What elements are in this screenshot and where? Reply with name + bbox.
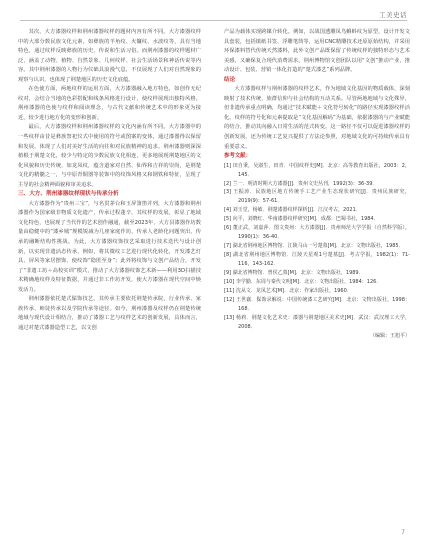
- left-paragraph: 最后，大方漆器纹样和荆州漆器纹样的文化内涵有所不同。大方漆器中的一些纹样由昔是彝族祭祀仪式中使用的符号或图案的变体，通过漆器得以保留和发展，体现了人们对美好生活的向往和对民族精神的追求。荆州漆器则深深植根于荆楚文化，较少与特定的少数民族文化相连，更多地展现荆楚地区的文化风貌和历史传统，如龙凤纹，蕴含道家对自然、仙界和吉祥的崇尚，是荆楚文化的精髓之一，与中原青铜器等装饰中的纹饰风格又和钢铁和特征，呈现了主导的社会精神面貌和审美追求。: [18, 124, 201, 188]
- left-column: [18, 28, 201, 334]
- header-divider: [20, 20, 407, 21]
- reference-item: [10] 李学勤．东周与秦代文明[M]．北京：文物出版社，1984：126．: [224, 279, 382, 285]
- left-paragraph: 在色使方面，两地纹样的运用方面，大方漆器融入地方特色，如创作无纪纹对，会结合当地的色彩搭配和线条风格进行设计，使纹样展现出独特风格。荆州漆器的色使与纹样和阅读理念，与古代文献和传统艺术中的形象更为接近，较少进行地方化的变形和创新。: [18, 86, 201, 121]
- right-paragraph: 产品为载体实现跨媒介转化。例如，以战国透雕凤鸟蝌蚪纹为原型，设计开发文具套装，包括镇纸书签、浮雕笔筒等，运用CNC精雕技术还原原始结构，并采用环保漆料替代传统天然漆料，此外文创产品既保留了传统纹样的独特形态与艺术美感，又确保复合现代消费需求。荆州博物馆文创团队以用“文创”推动产业，推动设计、包装、营销一体化打造的“楚式漆艺”系列品牌。: [224, 29, 410, 74]
- reference-item: [8] 湖北省荆州地区博物馆．江陵天星观1号楚墓[J]．考古学报，1982(1)：71-116，143-162．: [224, 252, 410, 268]
- left-paragraph: 荆州漆器依托楚式髹饰技艺，其传承主要依托荆楚传承院，行业传承、家族传承、师徒传承以及学院传承等途径。如今，荆州漆器及纹样仍在荆楚传统地域与现代设计相结合，推动了漆器工艺与纹样艺术的创新发展，具体而言，通过对楚式漆器造型工艺，以文创: [18, 296, 201, 331]
- reference-item: [1] 田自秉，吴淑生，田青．中国纹样史[M]．北京：高等教育出版社，2003：2，145．: [224, 162, 410, 178]
- reference-item: [7] 湖北省荆州地区博物馆．江陵马山一号楚墓[M]．北京：文物出版社，1985．: [224, 243, 404, 250]
- reference-item: [3] 王振涛．民族地区地方传统手工艺产业生态现状研究[J]．贵州民族研究，2019(9)：57-61．: [224, 189, 410, 205]
- right-paragraph: 大方漆器纹样与荆州漆器的纹样艺术，作为地域文化基因的物质载体，深刻映射了技术传统、族群信仰与社会结构的互动关系。尽管两地地域与文化殊异，但非遗传承重点明确，均通过“技术赋能＋文化符号转化”的路径实现漆器纹样活化。纹样的符号化和元素提取是“文化基因解码”为基础，依据漆器的与产业赋能的结合，推动其向融入日常生活的范式转变。这一路径不仅可以促进漆器纹样的创新发展，还为传统工艺复兴提供了方法论参照，对地域文化的可持续传承具有重要意义。: [224, 86, 410, 150]
- references-heading: 参考文献：: [224, 153, 251, 160]
- right-column: [224, 28, 410, 341]
- reference-item: [13] 杨莉．荆楚文化艺术史：漆器与荆楚地区美术史[M]．武汉：武汉理工大学，2008．: [224, 314, 410, 330]
- left-paragraph: 大方漆器作为“贵州三宝”，与名贯茅台和玉屏箫笛并列，大方漆器和荆州漆器作为国家级非物质文化遗产，传承过程蓬辛，其纹样的发展，彰显了地域文化特色，也展现了当代作的艺术创作融通，截至2023年，大方县漆器作坊数量由稳健中的“漆乡城”规模锐减为几座家庭作坊，传承人老龄化问题突出，传承的融断结构性挑战。为此，大方漆器纹饰技艺采取进行技术迭代与设计创新，以实现非遗活态传承，例如，将其微纹工艺进行现代化转化，开发漆艺灯具、屏风等家居摆饰，使纹饰“隐匿至身”；此外将纹饰与文创产品结合，开发了“非遗工坊＋高校实训”模式，推动了大方漆器纹饰艺术新——利用3D扫描技术精确地纹样及特征数据，并通过非工作坊开发，使大方漆器在现代空间中焕发活力。: [18, 200, 201, 293]
- references-list: [224, 162, 410, 332]
- section-header-label: 工美史话: [379, 11, 407, 19]
- section-heading: 三、大方、荆州漆器纹样现状与传承分析: [18, 191, 119, 198]
- reference-item: [5] 向平，刘晓红．华南漆器纹样研究[M]．成都：巴蜀书社，1984．: [224, 216, 379, 223]
- conclusion-heading: 结论: [224, 76, 236, 83]
- left-paragraph: 其次，大方漆器纹样和荆州漆器纹样的题材内容有所不同。大方漆器纹样中的大部分数民族文化元素，如彝族的羊角纹、火镰纹、水波纹等，具有当地特色，通过纹样反映彝族的历史、传说和生活习俗。而荆州漆器的纹样题材广泛，涵盖了动物、植物、自然景象、几何纹样、社会生活场景和神话传说等内容。其中荆州漆器的人物行为仪础具浪漫气息，不仅展现了人们对自然现象的观察与认识，也体现了荆楚地区的历史文化底蕴。: [18, 29, 201, 83]
- reference-item: [4] 刘玉堂，杨敏．荆楚漆器纹样探析[J]．江汉考古，2021．: [224, 207, 361, 214]
- reference-item: [2] 兰一．明清时期大方漆器[J]．贵州文史丛刊，1992(3)：36-39．: [224, 180, 378, 187]
- reference-item: [12] 王世襄．髹饰录解说：中国传统漆工艺研究[M]．北京：文物出版社，1998：168．: [224, 296, 410, 312]
- reference-item: [9] 湖北省博物馆．曾侯乙墓[M]．北京：文物出版社，1989．: [224, 270, 364, 277]
- reference-item: [6] 董正武，刘嘉萍．图文贵州：大方漆器[J]．贵州师范大学学报（自然科学版），1990(1)：36-40．: [224, 225, 410, 241]
- reference-item: [11] 沈从文．龙凤艺术[M]．北京：作家出版社，1960．: [224, 287, 352, 294]
- editor-credit: （编辑：王旭平）: [369, 332, 410, 339]
- page-number: 7: [401, 529, 405, 536]
